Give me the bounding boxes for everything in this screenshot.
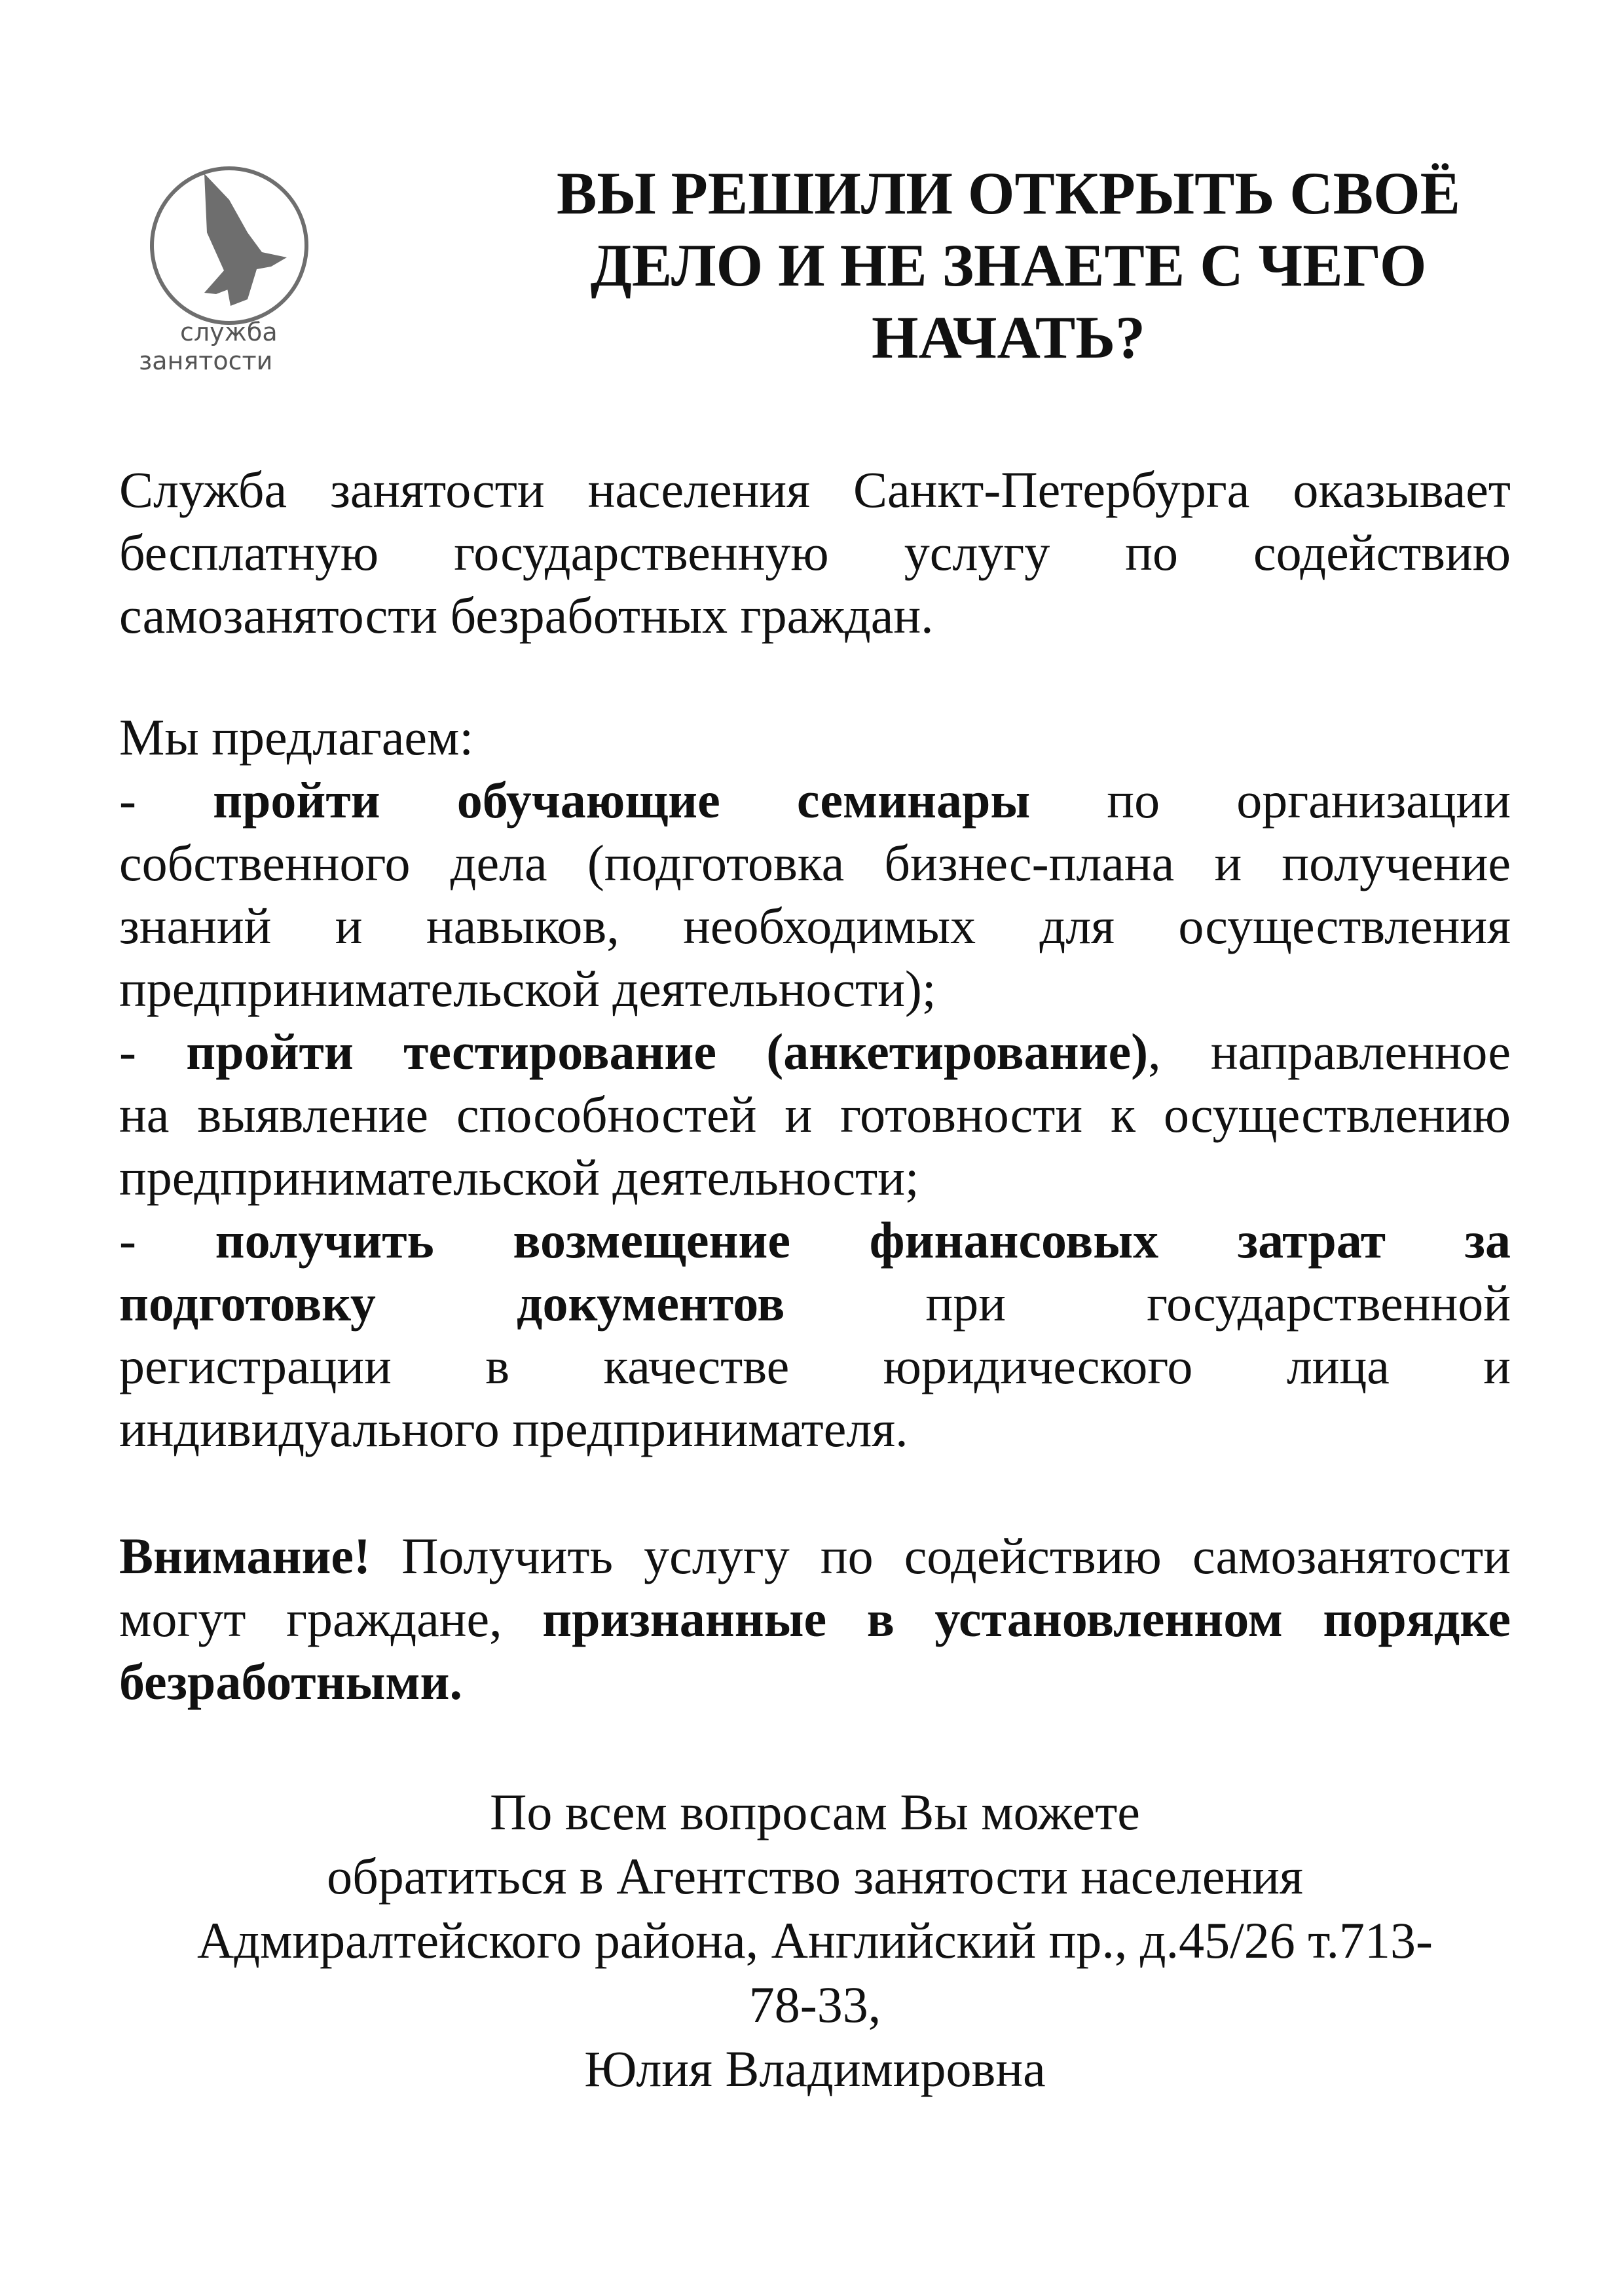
footer-line: Адмиралтейского района, Английский пр., д.45/26 т.713- [197, 1912, 1433, 1969]
offer-item-1-line [119, 769, 1511, 832]
footer-line: 78-33, [748, 1976, 881, 2033]
title-line: НАЧАТЬ? [871, 304, 1146, 371]
offer-text: при государственной [925, 1275, 1511, 1332]
attention-line [119, 1651, 1511, 1713]
logo [131, 154, 327, 390]
logo-text [131, 318, 327, 375]
list-dash: - [119, 772, 136, 829]
intro-paragraph [119, 458, 1511, 647]
text-line: собственного дела (подготовка бизнес-плана и получение [119, 834, 1511, 891]
list-dash: - [119, 1023, 136, 1080]
text-line: предпринимательской деятельности; [119, 1149, 919, 1206]
title-line: ВЫ РЕШИЛИ ОТКРЫТЬ СВОЁ [556, 160, 1461, 227]
title-line: ДЕЛО И НЕ ЗНАЕТЕ С ЧЕГО [590, 232, 1427, 299]
attention-text: могут граждане, [119, 1590, 502, 1647]
offer-highlight: пройти обучающие семинары [213, 772, 1031, 829]
offer-text: , направленное [1148, 1023, 1511, 1080]
text-line: самозанятости безработных граждан. [119, 587, 934, 644]
page-title [485, 157, 1532, 373]
text-line: знаний и навыков, необходимых для осуществления [119, 897, 1511, 954]
attention-notice [119, 1525, 1511, 1713]
attention-text: Получить услугу по содействию самозанятости [401, 1527, 1511, 1584]
footer-line: Юлия Владимировна [584, 2040, 1046, 2097]
text-line: на выявление способностей и готовности к осуществлению [119, 1086, 1511, 1143]
text-line: индивидуального предпринимателя. [119, 1400, 908, 1457]
text-line: регистрации в качестве юридического лица и [119, 1337, 1511, 1394]
attention-highlight: признанные в установленном порядке [542, 1590, 1511, 1647]
attention-line [119, 1525, 1511, 1588]
logo-line: занятости [139, 346, 273, 375]
offer-text: по организации [1107, 772, 1511, 829]
contact-footer [119, 1780, 1511, 2101]
offer-highlight: подготовку документов [119, 1275, 785, 1332]
text-line: бесплатную государственную услугу по содействию [119, 524, 1511, 581]
footer-line: обратиться в Агентство занятости населения [327, 1848, 1303, 1905]
attention-highlight: безработными. [119, 1653, 462, 1710]
offer-item-3-line [119, 1272, 1511, 1335]
list-dash: - [119, 1212, 136, 1269]
offer-item-3-line [119, 1209, 1511, 1272]
offers-section [119, 706, 1511, 1461]
offer-highlight: пройти тестирование (анкетирование) [186, 1023, 1149, 1080]
attention-line [119, 1588, 1511, 1651]
attention-label: Внимание! [119, 1527, 371, 1584]
offers-heading: Мы предлагаем: [119, 709, 474, 766]
offer-highlight: получить возмещение финансовых затрат за [215, 1212, 1511, 1269]
text-line: предпринимательской деятельности); [119, 960, 936, 1017]
footer-line: По всем вопросам Вы можете [490, 1783, 1140, 1840]
offer-item-2-line [119, 1020, 1511, 1083]
logo-line: служба [180, 318, 278, 346]
text-line: Служба занятости населения Санкт-Петербурга оказывает [119, 461, 1511, 518]
